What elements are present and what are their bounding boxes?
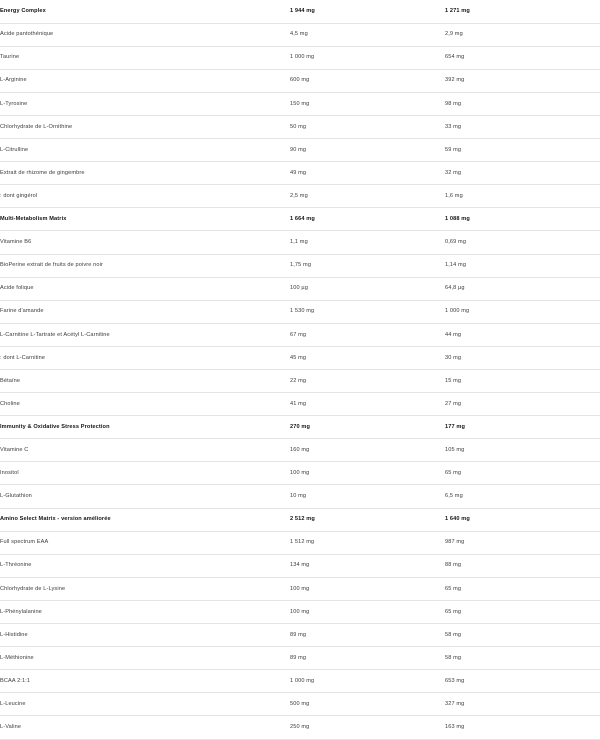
table-row <box>0 577 600 600</box>
ingredient-dose-1: 89 mg <box>290 624 445 647</box>
ingredient-name: L-Méthionine <box>0 647 290 670</box>
ingredient-name: Chlorhydrate de L-Lysine <box>0 577 290 600</box>
ingredient-dose-2: 653 mg <box>445 670 600 693</box>
ingredient-dose-2: 59 mg <box>445 139 600 162</box>
ingredient-dose-2: 177 mg <box>445 416 600 439</box>
ingredient-dose-1: 1 000 mg <box>290 46 445 69</box>
table-row <box>0 531 600 554</box>
ingredient-dose-2: 65 mg <box>445 462 600 485</box>
ingredient-dose-1: 160 mg <box>290 439 445 462</box>
table-row <box>0 92 600 115</box>
ingredient-dose-2: 1 000 mg <box>445 300 600 323</box>
ingredient-dose-2: 0,69 mg <box>445 231 600 254</box>
ingredient-dose-1: 2 512 mg <box>290 508 445 531</box>
ingredient-dose-1: 134 mg <box>290 554 445 577</box>
table-row-section-header <box>0 416 600 439</box>
ingredient-name: Bétaïne <box>0 370 290 393</box>
ingredient-dose-2: 27 mg <box>445 393 600 416</box>
table-row <box>0 624 600 647</box>
ingredient-dose-2: 2,9 mg <box>445 23 600 46</box>
ingredient-name: Farine d'amande <box>0 300 290 323</box>
table-row <box>0 716 600 739</box>
ingredient-dose-1: 100 mg <box>290 600 445 623</box>
ingredient-dose-2: 30 mg <box>445 346 600 369</box>
table-row <box>0 647 600 670</box>
ingredient-name: Immunity & Oxidative Stress Protection <box>0 416 290 439</box>
ingredient-dose-1: 45 mg <box>290 346 445 369</box>
table-row <box>0 162 600 185</box>
table-row <box>0 346 600 369</box>
ingredient-dose-1: 1 512 mg <box>290 531 445 554</box>
ingredient-dose-1: 1 664 mg <box>290 208 445 231</box>
table-row <box>0 370 600 393</box>
table-row-section-header <box>0 0 600 23</box>
table-row <box>0 693 600 716</box>
ingredient-dose-2: 1 271 mg <box>445 0 600 23</box>
ingredient-dose-1: 150 mg <box>290 92 445 115</box>
ingredient-dose-1: 67 mg <box>290 323 445 346</box>
ingredient-name: BioPerine extrait de fruits de poivre noir <box>0 254 290 277</box>
table-row <box>0 393 600 416</box>
ingredient-dose-1: 90 mg <box>290 139 445 162</box>
ingredient-dose-2: 15 mg <box>445 370 600 393</box>
table-row <box>0 600 600 623</box>
ingredient-name: L-Glutathion <box>0 485 290 508</box>
ingredient-name: L-Histidine <box>0 624 290 647</box>
ingredient-dose-1: 1 944 mg <box>290 0 445 23</box>
ingredient-name: L-Thréonine <box>0 554 290 577</box>
ingredient-dose-1: 49 mg <box>290 162 445 185</box>
table-row <box>0 277 600 300</box>
ingredient-dose-1: 1,75 mg <box>290 254 445 277</box>
ingredient-dose-1: 600 mg <box>290 69 445 92</box>
table-row <box>0 254 600 277</box>
ingredient-name: Extrait de rhizome de gingembre <box>0 162 290 185</box>
ingredient-dose-2: 65 mg <box>445 577 600 600</box>
ingredient-name: Vitamine C <box>0 439 290 462</box>
ingredient-dose-2: 163 mg <box>445 716 600 739</box>
ingredient-name: Acide pantothénique <box>0 23 290 46</box>
ingredient-dose-2: 44 mg <box>445 323 600 346</box>
ingredient-name: : dont gingérol <box>0 185 290 208</box>
ingredient-name: L-Citrulline <box>0 139 290 162</box>
table-row-section-header <box>0 508 600 531</box>
ingredient-name: Full spectrum EAA <box>0 531 290 554</box>
table-row <box>0 439 600 462</box>
ingredient-dose-1: 89 mg <box>290 647 445 670</box>
ingredient-dose-2: 88 mg <box>445 554 600 577</box>
ingredient-name: : dont L-Carnitine <box>0 346 290 369</box>
ingredient-name: Energy Complex <box>0 0 290 23</box>
ingredient-name: L-Carnitine L-Tartrate et Acétyl L-Carnitine <box>0 323 290 346</box>
table-row <box>0 185 600 208</box>
ingredient-dose-1: 1 530 mg <box>290 300 445 323</box>
table-row <box>0 670 600 693</box>
table-row <box>0 300 600 323</box>
ingredient-dose-2: 327 mg <box>445 693 600 716</box>
ingredient-dose-2: 6,5 mg <box>445 485 600 508</box>
ingredient-dose-2: 98 mg <box>445 92 600 115</box>
ingredient-name: L-Phénylalanine <box>0 600 290 623</box>
table-row <box>0 46 600 69</box>
ingredient-dose-1: 41 mg <box>290 393 445 416</box>
ingredient-name: L-Leucine <box>0 693 290 716</box>
ingredient-dose-2: 105 mg <box>445 439 600 462</box>
table-row <box>0 462 600 485</box>
table-row <box>0 115 600 138</box>
ingredient-dose-1: 10 mg <box>290 485 445 508</box>
table-row <box>0 323 600 346</box>
ingredient-dose-2: 987 mg <box>445 531 600 554</box>
ingredient-dose-1: 1 000 mg <box>290 670 445 693</box>
table-row <box>0 69 600 92</box>
ingredient-dose-2: 654 mg <box>445 46 600 69</box>
ingredient-name: Chlorhydrate de L-Ornithine <box>0 115 290 138</box>
ingredient-dose-1: 100 µg <box>290 277 445 300</box>
table-row <box>0 23 600 46</box>
ingredient-name: BCAA 2:1:1 <box>0 670 290 693</box>
table-row <box>0 485 600 508</box>
ingredient-dose-1: 2,5 mg <box>290 185 445 208</box>
ingredient-name: Vitamine B6 <box>0 231 290 254</box>
ingredient-dose-2: 1 088 mg <box>445 208 600 231</box>
table-row <box>0 231 600 254</box>
ingredient-dose-2: 58 mg <box>445 647 600 670</box>
ingredient-name: Amino Select Matrix - version améliorée <box>0 508 290 531</box>
ingredient-dose-2: 32 mg <box>445 162 600 185</box>
ingredient-dose-2: 1 640 mg <box>445 508 600 531</box>
ingredient-dose-1: 50 mg <box>290 115 445 138</box>
ingredient-dose-1: 4,5 mg <box>290 23 445 46</box>
ingredient-dose-2: 64,8 µg <box>445 277 600 300</box>
ingredient-dose-1: 1,1 mg <box>290 231 445 254</box>
ingredient-name: Choline <box>0 393 290 416</box>
ingredient-dose-1: 500 mg <box>290 693 445 716</box>
ingredient-dose-1: 22 mg <box>290 370 445 393</box>
ingredient-dose-2: 1,14 mg <box>445 254 600 277</box>
ingredient-dose-2: 58 mg <box>445 624 600 647</box>
ingredient-dose-2: 1,6 mg <box>445 185 600 208</box>
ingredient-dose-1: 270 mg <box>290 416 445 439</box>
ingredient-name: Acide folique <box>0 277 290 300</box>
ingredient-dose-1: 100 mg <box>290 462 445 485</box>
ingredient-dose-2: 33 mg <box>445 115 600 138</box>
ingredient-name: L-Valine <box>0 716 290 739</box>
ingredient-dose-2: 392 mg <box>445 69 600 92</box>
ingredient-dose-1: 250 mg <box>290 716 445 739</box>
ingredient-dose-2: 65 mg <box>445 600 600 623</box>
ingredient-name: L-Tyrosine <box>0 92 290 115</box>
ingredient-name: L-Arginine <box>0 69 290 92</box>
table-row-section-header <box>0 208 600 231</box>
ingredient-name: Taurine <box>0 46 290 69</box>
table-row <box>0 139 600 162</box>
ingredient-dose-1: 100 mg <box>290 577 445 600</box>
ingredient-name: Multi-Metabolism Matrix <box>0 208 290 231</box>
ingredient-name: Inositol <box>0 462 290 485</box>
table-row <box>0 554 600 577</box>
